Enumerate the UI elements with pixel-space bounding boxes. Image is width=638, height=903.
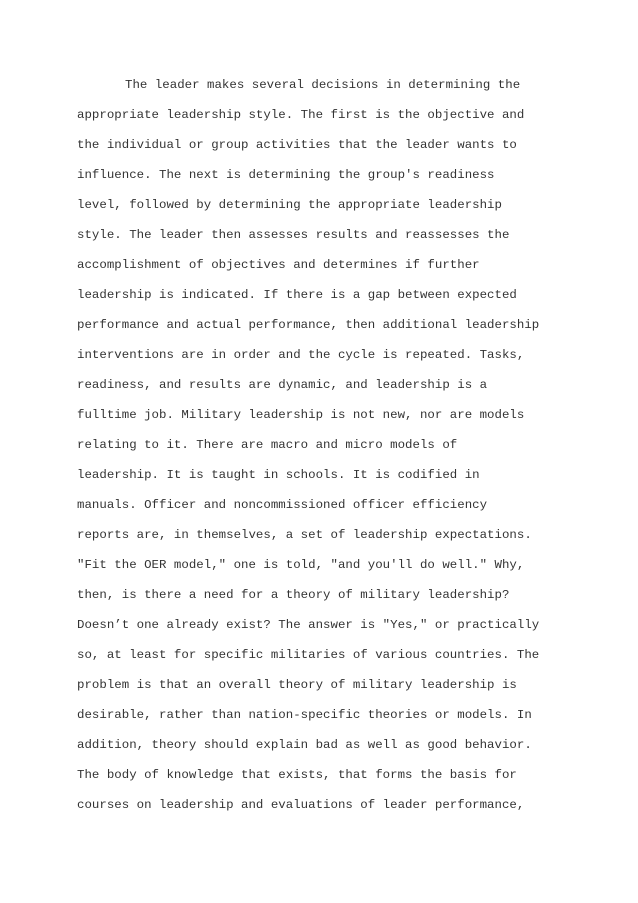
- body-paragraph: [77, 74, 577, 824]
- text-line: Doesn’t one already exist? The answer is "Yes," or practically: [77, 618, 540, 632]
- text-line: accomplishment of objectives and determines if further: [77, 258, 480, 272]
- text-line: interventions are in order and the cycle is repeated. Tasks,: [77, 348, 525, 362]
- text-line: manuals. Officer and noncommissioned officer efficiency: [77, 498, 488, 512]
- text-line: leadership is indicated. If there is a gap between expected: [77, 288, 517, 302]
- text-line: reports are, in themselves, a set of leadership expectations.: [77, 528, 532, 542]
- text-line: The body of knowledge that exists, that forms the basis for: [77, 768, 517, 782]
- text-line: problem is that an overall theory of military leadership is: [77, 678, 517, 692]
- text-line: addition, theory should explain bad as well as good behavior.: [77, 738, 532, 752]
- text-line: The leader makes several decisions in determining the: [125, 78, 521, 92]
- text-line: the individual or group activities that the leader wants to: [77, 138, 517, 152]
- text-line: courses on leadership and evaluations of leader performance,: [77, 798, 525, 812]
- text-line: leadership. It is taught in schools. It is codified in: [77, 468, 480, 482]
- text-line: influence. The next is determining the group's readiness: [77, 168, 495, 182]
- text-line: fulltime job. Military leadership is not new, nor are models: [77, 408, 525, 422]
- text-line: desirable, rather than nation-specific theories or models. In: [77, 708, 532, 722]
- text-line: level, followed by determining the appropriate leadership: [77, 198, 502, 212]
- text-line: readiness, and results are dynamic, and leadership is a: [77, 378, 488, 392]
- text-line: appropriate leadership style. The first is the objective and: [77, 108, 525, 122]
- text-line: style. The leader then assesses results and reassesses the: [77, 228, 510, 242]
- text-line: then, is there a need for a theory of military leadership?: [77, 588, 510, 602]
- text-line: "Fit the OER model," one is told, "and you'll do well." Why,: [77, 558, 525, 572]
- text-line: relating to it. There are macro and micro models of: [77, 438, 458, 452]
- text-line: so, at least for specific militaries of various countries. The: [77, 648, 540, 662]
- text-line: performance and actual performance, then additional leadership: [77, 318, 540, 332]
